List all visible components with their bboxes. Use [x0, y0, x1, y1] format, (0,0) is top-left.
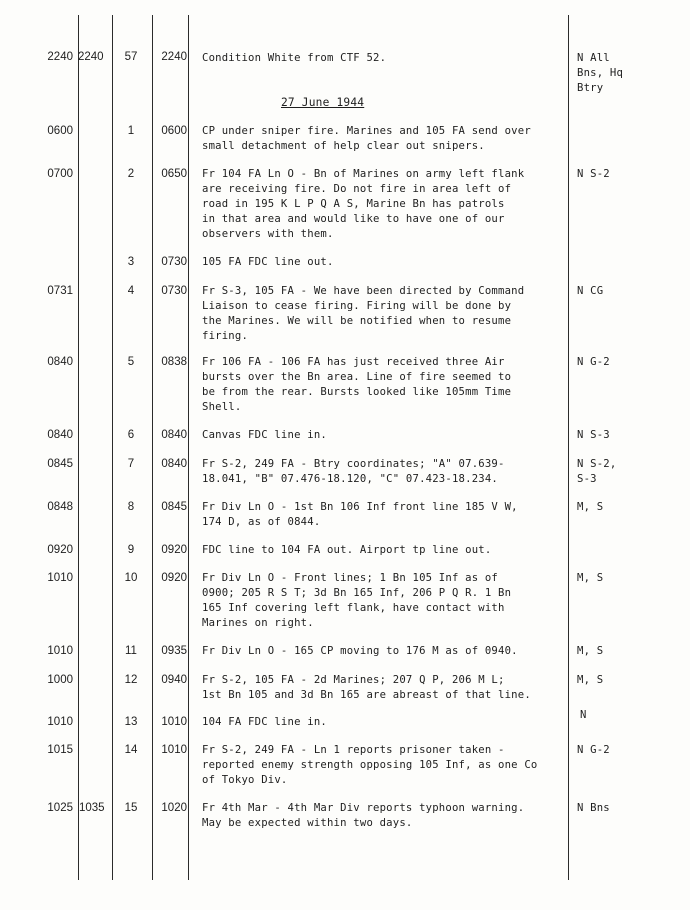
entry-text-line: 18.041, "B" 07.476-18.120, "C" 07.423-18.234. — [202, 473, 499, 485]
serial-number: 9 — [127, 544, 135, 556]
entry-text-line: Fr 104 FA Ln O - Bn of Marines on army left flank — [202, 168, 525, 180]
time-out: 0935 — [161, 645, 187, 657]
time-in: 1000 — [47, 674, 73, 686]
disposition-line: Bns, Hq — [577, 67, 624, 79]
column-rule — [568, 15, 569, 880]
disposition-line: N — [580, 709, 587, 721]
disposition-line: S-3 — [577, 473, 597, 485]
entry-text-line: Canvas FDC line in. — [202, 429, 327, 441]
entry-text-line: Fr S-3, 105 FA - We have been directed by Command — [202, 285, 525, 297]
entry-text-line: Fr Div Ln O - 165 CP moving to 176 M as of 0940. — [202, 645, 518, 657]
entry-text-line: May be expected within two days. — [202, 817, 413, 829]
time-out: 0730 — [161, 256, 187, 268]
entry-text-line: Marines on right. — [202, 617, 314, 629]
entry-text-line: Fr Div Ln O - 1st Bn 106 Inf front line 185 V W, — [202, 501, 518, 513]
time-out: 0600 — [161, 125, 187, 137]
entry-text-line: of Tokyo Div. — [202, 774, 288, 786]
serial-number: 6 — [127, 429, 135, 441]
entry-text-line: small detachment of help clear out snipers. — [202, 140, 485, 152]
time-in: 2240 — [47, 51, 73, 63]
entry-text-line: Fr Div Ln O - Front lines; 1 Bn 105 Inf as of — [202, 572, 499, 584]
entry-text-line: Shell. — [202, 401, 242, 413]
disposition-line: M, S — [577, 572, 604, 584]
serial-number: 57 — [124, 51, 138, 63]
serial-number: 13 — [124, 716, 138, 728]
time-in-second: 2240 — [78, 51, 104, 63]
time-in: 1010 — [47, 572, 73, 584]
entry-text-line: FDC line to 104 FA out. Airport tp line out. — [202, 544, 492, 556]
disposition-line: N S-2, — [577, 458, 617, 470]
time-in: 0848 — [47, 501, 73, 513]
entry-text-line: 165 Inf covering left flank, have contact with — [202, 602, 505, 614]
time-out: 1010 — [161, 716, 187, 728]
entry-text-line: in that area and would like to have one of our — [202, 213, 505, 225]
disposition-line: N All — [577, 52, 610, 64]
serial-number: 8 — [127, 501, 135, 513]
entry-text-line: 1st Bn 105 and 3d Bn 165 are abreast of that line. — [202, 689, 531, 701]
entry-text-line: 105 FA FDC line out. — [202, 256, 334, 268]
serial-number: 15 — [124, 802, 138, 814]
time-in: 0731 — [47, 285, 73, 297]
time-in: 0840 — [47, 356, 73, 368]
time-out: 0840 — [161, 429, 187, 441]
column-rule — [188, 15, 189, 880]
entry-text-line: Fr S-2, 249 FA - Ln 1 reports prisoner taken - — [202, 744, 505, 756]
entry-text-line: firing. — [202, 330, 249, 342]
disposition-line: M, S — [577, 674, 604, 686]
time-out: 0845 — [161, 501, 187, 513]
disposition-line: M, S — [577, 645, 604, 657]
serial-number: 10 — [124, 572, 138, 584]
time-out: 2240 — [161, 51, 187, 63]
time-out: 0920 — [161, 544, 187, 556]
entry-text-line: bursts over the Bn area. Line of fire seemed to — [202, 371, 512, 383]
entry-text-line: Fr 106 FA - 106 FA has just received three Air — [202, 356, 505, 368]
date-heading: 27 June 1944 — [281, 96, 365, 109]
disposition-line: N G-2 — [577, 356, 610, 368]
column-rule — [112, 15, 113, 880]
serial-number: 14 — [124, 744, 138, 756]
disposition-line: M, S — [577, 501, 604, 513]
serial-number: 2 — [127, 168, 135, 180]
time-in: 1010 — [47, 716, 73, 728]
time-in: 0920 — [47, 544, 73, 556]
time-in: 0845 — [47, 458, 73, 470]
entry-text-line: road in 195 K L P Q A S, Marine Bn has patrols — [202, 198, 505, 210]
time-out: 0920 — [161, 572, 187, 584]
time-in-second: 1035 — [79, 802, 105, 814]
entry-text-line: CP under sniper fire. Marines and 105 FA send over — [202, 125, 531, 137]
entry-text-line: Fr 4th Mar - 4th Mar Div reports typhoon warning. — [202, 802, 525, 814]
serial-number: 1 — [127, 125, 135, 137]
serial-number: 7 — [127, 458, 135, 470]
entry-text-line: Liaison to cease firing. Firing will be done by — [202, 300, 512, 312]
time-out: 1020 — [161, 802, 187, 814]
entry-text-line: 0900; 205 R S T; 3d Bn 165 Inf, 206 P Q R. 1 Bn — [202, 587, 512, 599]
serial-number: 4 — [127, 285, 135, 297]
serial-number: 3 — [127, 256, 135, 268]
time-out: 0730 — [161, 285, 187, 297]
entry-text-line: Fr S-2, 249 FA - Btry coordinates; "A" 07.639- — [202, 458, 505, 470]
column-rule — [78, 15, 79, 880]
time-in: 1010 — [47, 645, 73, 657]
disposition-line: N CG — [577, 285, 604, 297]
time-in: 0840 — [47, 429, 73, 441]
time-in: 0600 — [47, 125, 73, 137]
time-out: 0840 — [161, 458, 187, 470]
time-out: 0940 — [161, 674, 187, 686]
time-out: 1010 — [161, 744, 187, 756]
serial-number: 5 — [127, 356, 135, 368]
disposition-line: N S-3 — [577, 429, 610, 441]
disposition-line: Btry — [577, 82, 604, 94]
entry-text-line: Fr S-2, 105 FA - 2d Marines; 207 Q P, 206 M L; — [202, 674, 505, 686]
entry-text-line: observers with them. — [202, 228, 334, 240]
serial-number: 11 — [125, 645, 137, 657]
time-out: 0650 — [161, 168, 187, 180]
entry-text-line: 174 D, as of 0844. — [202, 516, 321, 528]
time-in: 1015 — [47, 744, 73, 756]
entry-text-line: reported enemy strength opposing 105 Inf, as one Co — [202, 759, 538, 771]
time-in: 1025 — [47, 802, 73, 814]
entry-text-line: Condition White from CTF 52. — [202, 52, 387, 64]
entry-text-line: 104 FA FDC line in. — [202, 716, 327, 728]
disposition-line: N Bns — [577, 802, 610, 814]
entry-text-line: are receiving fire. Do not fire in area left of — [202, 183, 512, 195]
serial-number: 12 — [124, 674, 138, 686]
entry-text-line: the Marines. We will be notified when to resume — [202, 315, 512, 327]
disposition-line: N S-2 — [577, 168, 610, 180]
entry-text-line: be from the rear. Bursts looked like 105mm Time — [202, 386, 512, 398]
disposition-line: N G-2 — [577, 744, 610, 756]
time-out: 0838 — [161, 356, 187, 368]
time-in: 0700 — [47, 168, 73, 180]
